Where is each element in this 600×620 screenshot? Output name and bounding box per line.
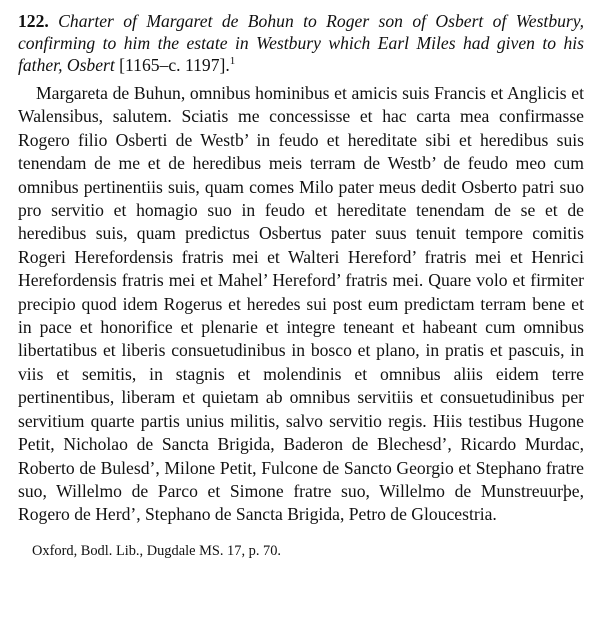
charter-heading: [18, 10, 584, 76]
charter-entry: [18, 10, 584, 561]
charter-number: 122.: [18, 11, 49, 31]
charter-text: Margareta de Buhun, omnibus hominibus et amicis suis Francis et Anglicis et Walensibus, salutem. Sciatis me concessisse et hac carta mea confirmasse Rogero filio Osberti de Westb’ in feudo et hereditate sibi et heredibus suis tenendam de me et de heredibus meis terram de Westb’ de feudo meo cum omnibus pertinentiis suis, quam comes Milo pater meus dedit Osberto patri suo pro servitio et homagio suo in feudo et hereditate tenendam de se et de heredibus suis, quam predictus Osbertus pater suus tenuit tempore comitis Rogeri Herefordensis fratris mei et Walteri Hereford’ fratris mei et Henrici Herefordensis fratris mei et Mahel’ Hereford’ fratris mei. Quare volo et firmiter precipio quod idem Rogerus et heredes sui post eum predictam terram bene et in pace et honorifice et plenarie et integre teneant et habeant cum omnibus libertatibus et liberis consuetudinibus in bosco et plano, in pratis et pascuis, in viis et semitis, in stagnis et molendinis et omnibus aliis eidem terre pertinentibus, liberam et quietam ab omnibus servitiis et consuetudinibus per servitium quarte partis unius militis, salvo servitio regis. Hiis testibus Hugone Petit, Nicholao de Sancta Brigida, Baderon de Blechesd’, Ricardo Murdac, Roberto de Bulesd’, Milone Petit, Fulcone de Sancto Georgio et Stephano fratre suo, Willelmo de Parco et Simone fratre suo, Willelmo de Munstreuurþe, Rogero de Herd’, Stephano de Sancta Brigida, Petro de Gloucestria.: [18, 83, 584, 525]
manuscript-source: Oxford, Bodl. Lib., Dugdale MS. 17, p. 70.: [32, 542, 282, 559]
charter-date: [1165–c. 1197].: [119, 55, 230, 75]
charter-title: Charter of Margaret de Bohun to Roger son of Osbert of Westbury, confirming to him the estate in Westbury which Earl Miles had given to his father, Osbert: [18, 11, 584, 75]
footnote-reference: 1: [229, 55, 236, 68]
